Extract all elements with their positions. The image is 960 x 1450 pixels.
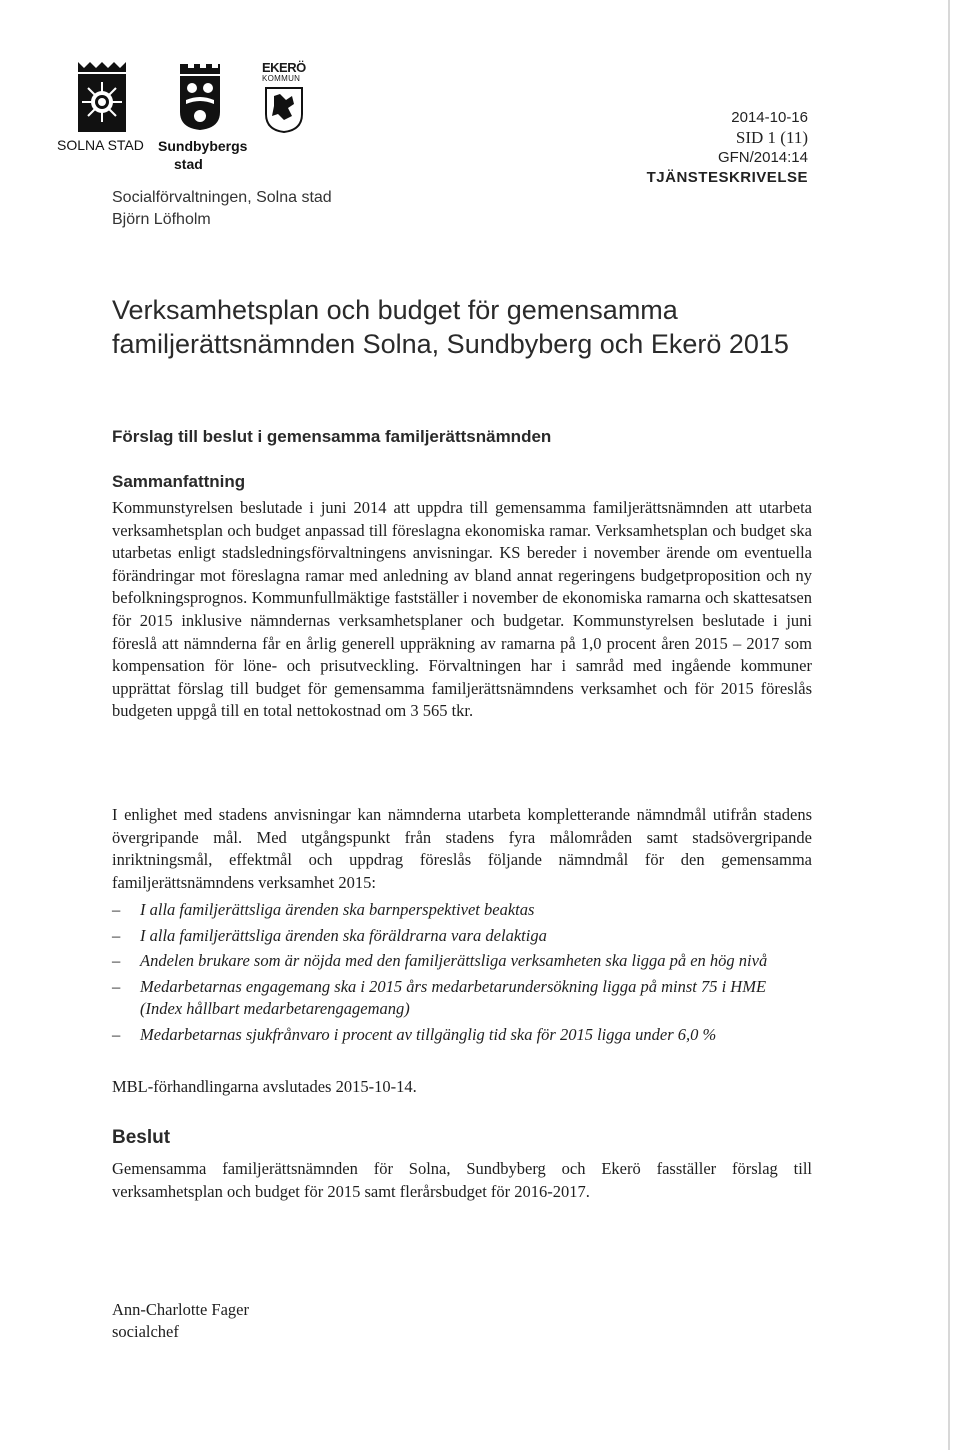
goal-dash: – bbox=[112, 1024, 121, 1044]
goal-dash: – bbox=[112, 976, 121, 996]
sundbyberg-crest-icon bbox=[178, 62, 222, 132]
goal-dash: – bbox=[112, 900, 121, 919]
author-block bbox=[112, 187, 332, 231]
goal-item bbox=[112, 950, 812, 973]
document-title: Verksamhetsplan och budget för gemensamma familjerättsnämnden Solna, Sundbyberg och Ekerö 2015 bbox=[112, 295, 789, 359]
summary-heading: Sammanfattning bbox=[112, 472, 246, 491]
signature-role: socialchef bbox=[112, 1322, 179, 1341]
goals-list bbox=[112, 899, 812, 1050]
goal-item bbox=[112, 976, 812, 1021]
proposal-heading: Förslag till beslut i gemensamma familjerättsnämnden bbox=[112, 427, 552, 446]
goal-dash: – bbox=[112, 951, 121, 971]
ekero-label-line1: EKERÖ bbox=[262, 60, 306, 75]
goal-text: I alla familjerättsliga ärenden ska barnperspektivet beaktas bbox=[140, 900, 535, 919]
goal-text: I alla familjerättsliga ärenden ska föräldrarna vara delaktiga bbox=[140, 925, 547, 945]
signature-block bbox=[112, 1299, 249, 1343]
solna-label: SOLNA STAD bbox=[57, 137, 144, 153]
ekero-label-line2: KOMMUN bbox=[262, 74, 301, 83]
goal-text: Medarbetarnas engagemang ska i 2015 års medarbetarundersökning ligga på minst 75 i HME (Index hållbart medarbetarengagemang) bbox=[140, 976, 767, 1019]
doc-reference: GFN/2014:14 bbox=[717, 149, 808, 166]
doc-header bbox=[647, 108, 808, 188]
goals-intro-paragraph: I enlighet med stadens anvisningar kan nämnderna utarbeta kompletterande nämndmål utifrån stadens övergripande mål. Med utgångspunkt från stadens fyra målområden samt stadsövergripande inriktningsmål, effektmål och uppdrag föreslås följande nämndmål för den gemensamma familjerättsnämndens verksamhet 2015: bbox=[112, 805, 812, 892]
page-number: SID 1 (11) bbox=[735, 128, 808, 147]
goal-item bbox=[112, 1024, 812, 1047]
page-edge-divider bbox=[948, 0, 950, 1450]
author-department: Socialförvaltningen, Solna stad bbox=[112, 189, 332, 206]
ekero-logo bbox=[258, 60, 308, 136]
sundbyberg-label-line1: Sundbybergs bbox=[158, 138, 248, 154]
summary-paragraph: Kommunstyrelsen beslutade i juni 2014 att uppdra till gemensamma familjerättsnämnden att utarbeta verksamhetsplan och budget anpassad till föreslagna ekonomiska ramar. Verksamhetsplan och budget ska utarbetas enligt stadsledningsförvaltningens anvisningar. KS bereder i november ärende om eventuella förändringar mot föreslagna ramar med anledning av bland annat regeringens budgetproposition och ny befolkningsprognos. Kommunfullmäktige fastställer i november de ekonomiska ramarna och skattesatsen för 2015 inklusive nämndernas verksamhetsplaner och budgetar. Kommunstyrelsen beslutade i juni föreslå att nämnderna får en årlig generell uppräkning av ramarna på 1,0 procent åren 2015 – 2017 som kompensation för löne- och prisutveckling. Förvaltningen har i samråd med ingående kommuner upprättat förslag till budget för gemensamma familjerättsnämndens verksamhet och för 2015 föreslås budgeten uppgå till en total nettokostnad om 3 565 tkr. bbox=[112, 498, 812, 721]
signature-name: Ann-Charlotte Fager bbox=[112, 1300, 250, 1319]
goal-dash: – bbox=[112, 925, 121, 945]
decision-paragraph: Gemensamma familjerättsnämnden för Solna, Sundbyberg och Ekerö fasställer förslag till verksamhetsplan och budget för 2015 samt flerårsbudget för 2016-2017. bbox=[112, 1159, 812, 1201]
goal-item bbox=[112, 899, 812, 922]
sundbyberg-label-line2: stad bbox=[174, 156, 203, 172]
solna-crest-icon bbox=[76, 60, 128, 134]
mbl-note: MBL-förhandlingarna avslutades 2015-10-14. bbox=[112, 1077, 417, 1096]
sundbyberg-logo bbox=[178, 62, 222, 132]
ekero-crest-icon bbox=[264, 86, 304, 134]
sundbyberg-label bbox=[158, 137, 247, 173]
doc-date: 2014-10-16 bbox=[731, 109, 808, 126]
goal-item bbox=[112, 925, 812, 948]
doc-type: TJÄNSTESKRIVELSE bbox=[646, 169, 808, 186]
goal-text: Medarbetarnas sjukfrånvaro i procent av tillgänglig tid ska för 2015 ligga under 6,0 % bbox=[140, 1024, 717, 1044]
goal-text: Andelen brukare som är nöjda med den familjerättsliga verksamheten ska ligga på en hög nivå bbox=[140, 951, 768, 971]
solna-logo bbox=[76, 60, 128, 134]
author-name: Björn Löfholm bbox=[112, 211, 211, 228]
decision-heading: Beslut bbox=[112, 1127, 171, 1148]
